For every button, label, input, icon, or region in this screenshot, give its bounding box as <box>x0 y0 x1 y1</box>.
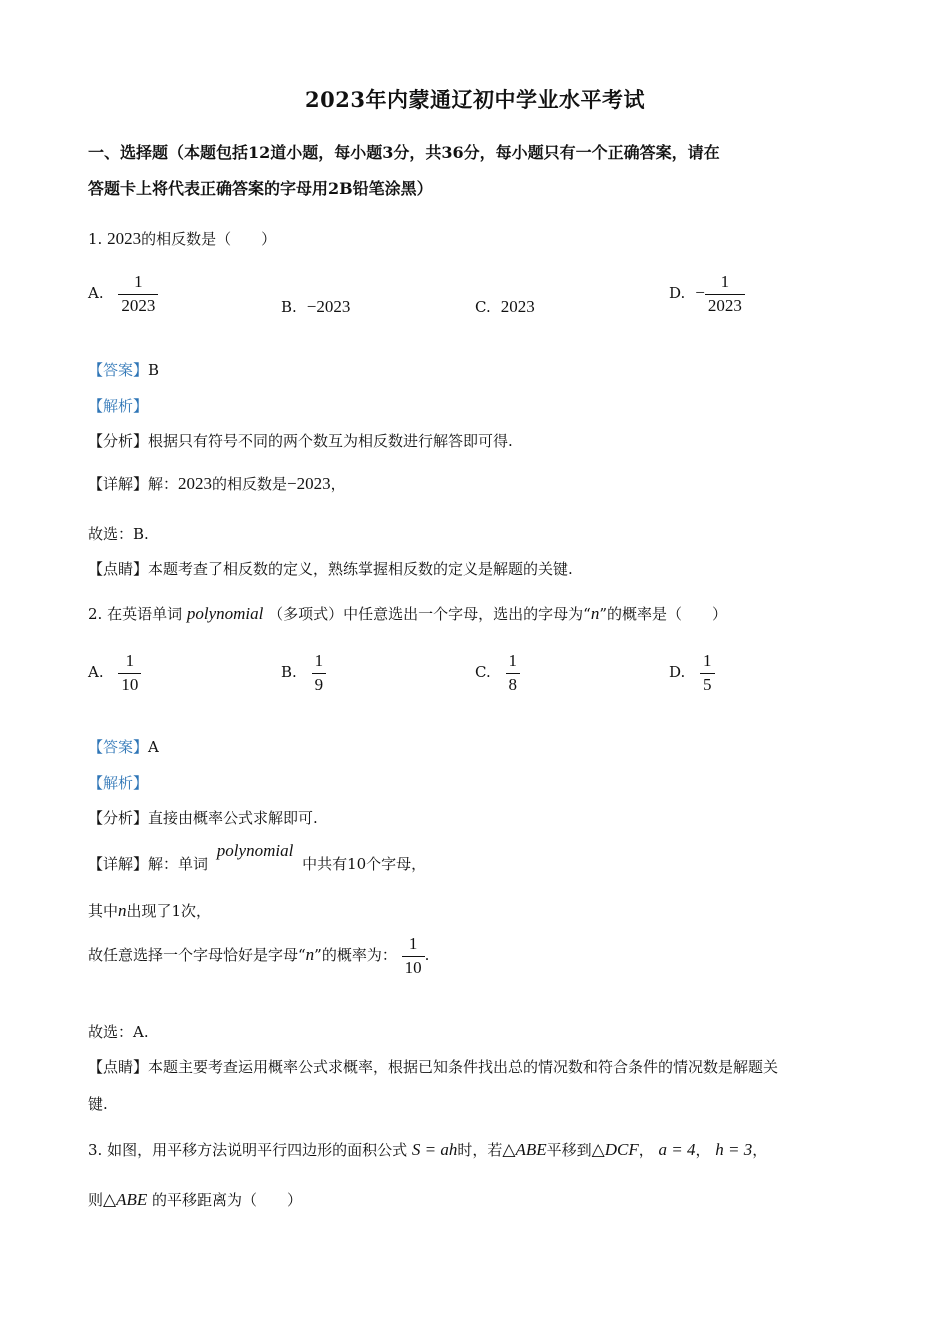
q3-stem: 3. 如图，用平移方法说明平行四边形的面积公式 S = ah时，若△ABE平移到△DCF， a = 4， h = 3， <box>88 1140 768 1159</box>
q1-detail: 【详解】解：2023的相反数是−2023， <box>88 474 346 493</box>
q2-option-d: D. $\frac{1}{5}$ <box>669 651 715 695</box>
section-heading-line1: 一、选择题（本题包括12道小题，每小题3分，共36分，每小题只有一个正确答案，请在 <box>88 143 720 162</box>
q2-option-a: A. $\frac{1}{10}$ <box>88 651 141 695</box>
q1-option-a: A. $\frac{1}{2023}$ <box>88 272 158 316</box>
q2-fenxi: 【分析】直接由概率公式求解即可. <box>88 809 318 827</box>
q2-option-c: C. $\frac{1}{8}$ <box>475 651 520 695</box>
answer-tag: 【答案】 <box>88 361 149 379</box>
q1-option-d-fraction: $\frac{1}{2023}$ <box>705 272 745 316</box>
q1-stem <box>88 228 276 249</box>
q3-stem-line2: 则△ABE 的平移距离为（ ） <box>88 1190 303 1209</box>
answer-value: A <box>148 738 159 756</box>
q1-option-d: D. − $\frac{1}{2023}$ <box>669 272 745 316</box>
q1-number: 1. <box>88 230 103 248</box>
q2-detail-line3: 故任意选择一个字母恰好是字母“n”的概率为： $\frac{1}{10}$ . <box>88 934 430 977</box>
q2-answer <box>88 736 159 757</box>
q2-stem: 2. 在英语单词 polynomial （多项式）中任意选出一个字母，选出的字母为“n”的概率是（ ） <box>88 604 727 623</box>
answer-value: B <box>148 361 160 379</box>
q1-option-b: B. −2023 <box>281 297 351 316</box>
q1-dianjing: 【点睛】本题考查了相反数的定义，熟练掌握相反数的定义是解题的关键. <box>88 560 573 578</box>
q1-answer <box>88 359 159 380</box>
q1-choice: 故选：B. <box>88 525 149 543</box>
q1-option-a-fraction: $\frac{1}{2023}$ <box>118 272 158 316</box>
section-heading-line2: 答题卡上将代表正确答案的字母用2B铅笔涂黑） <box>88 179 433 198</box>
answer-tag: 【答案】 <box>88 738 149 756</box>
q2-option-b: B. $\frac{1}{9}$ <box>281 651 326 695</box>
q2-dianjing-line1: 【点睛】本题主要考查运用概率公式求概率，根据已知条件找出总的情况数和符合条件的情况数是解题关 <box>88 1058 779 1076</box>
q2-detail-line2: 其中n出现了1次， <box>88 901 212 920</box>
q1-option-c: C. 2023 <box>475 297 535 316</box>
q2-detail: 【详解】解：单词 polynomial 中共有10个字母， <box>88 841 427 873</box>
q2-probability-fraction: $\frac{1}{10}$ <box>402 934 425 978</box>
q2-analysis-tag: 【解析】 <box>88 774 149 792</box>
exam-title: 2023年内蒙通辽初中学业水平考试 <box>305 87 645 112</box>
q1-expression: 2023 <box>107 229 142 248</box>
q3-formula: S = ah <box>411 1140 458 1159</box>
q1-fenxi: 【分析】根据只有符号不同的两个数互为相反数进行解答即可得. <box>88 432 513 450</box>
q1-stem-text: 的相反数是（ ） <box>141 230 277 248</box>
q1-analysis-tag: 【解析】 <box>88 397 149 415</box>
q2-word: polynomial <box>186 604 264 623</box>
q2-choice: 故选：A. <box>88 1023 149 1041</box>
q2-dianjing-line2: 键. <box>88 1095 108 1113</box>
section-heading <box>88 135 878 207</box>
